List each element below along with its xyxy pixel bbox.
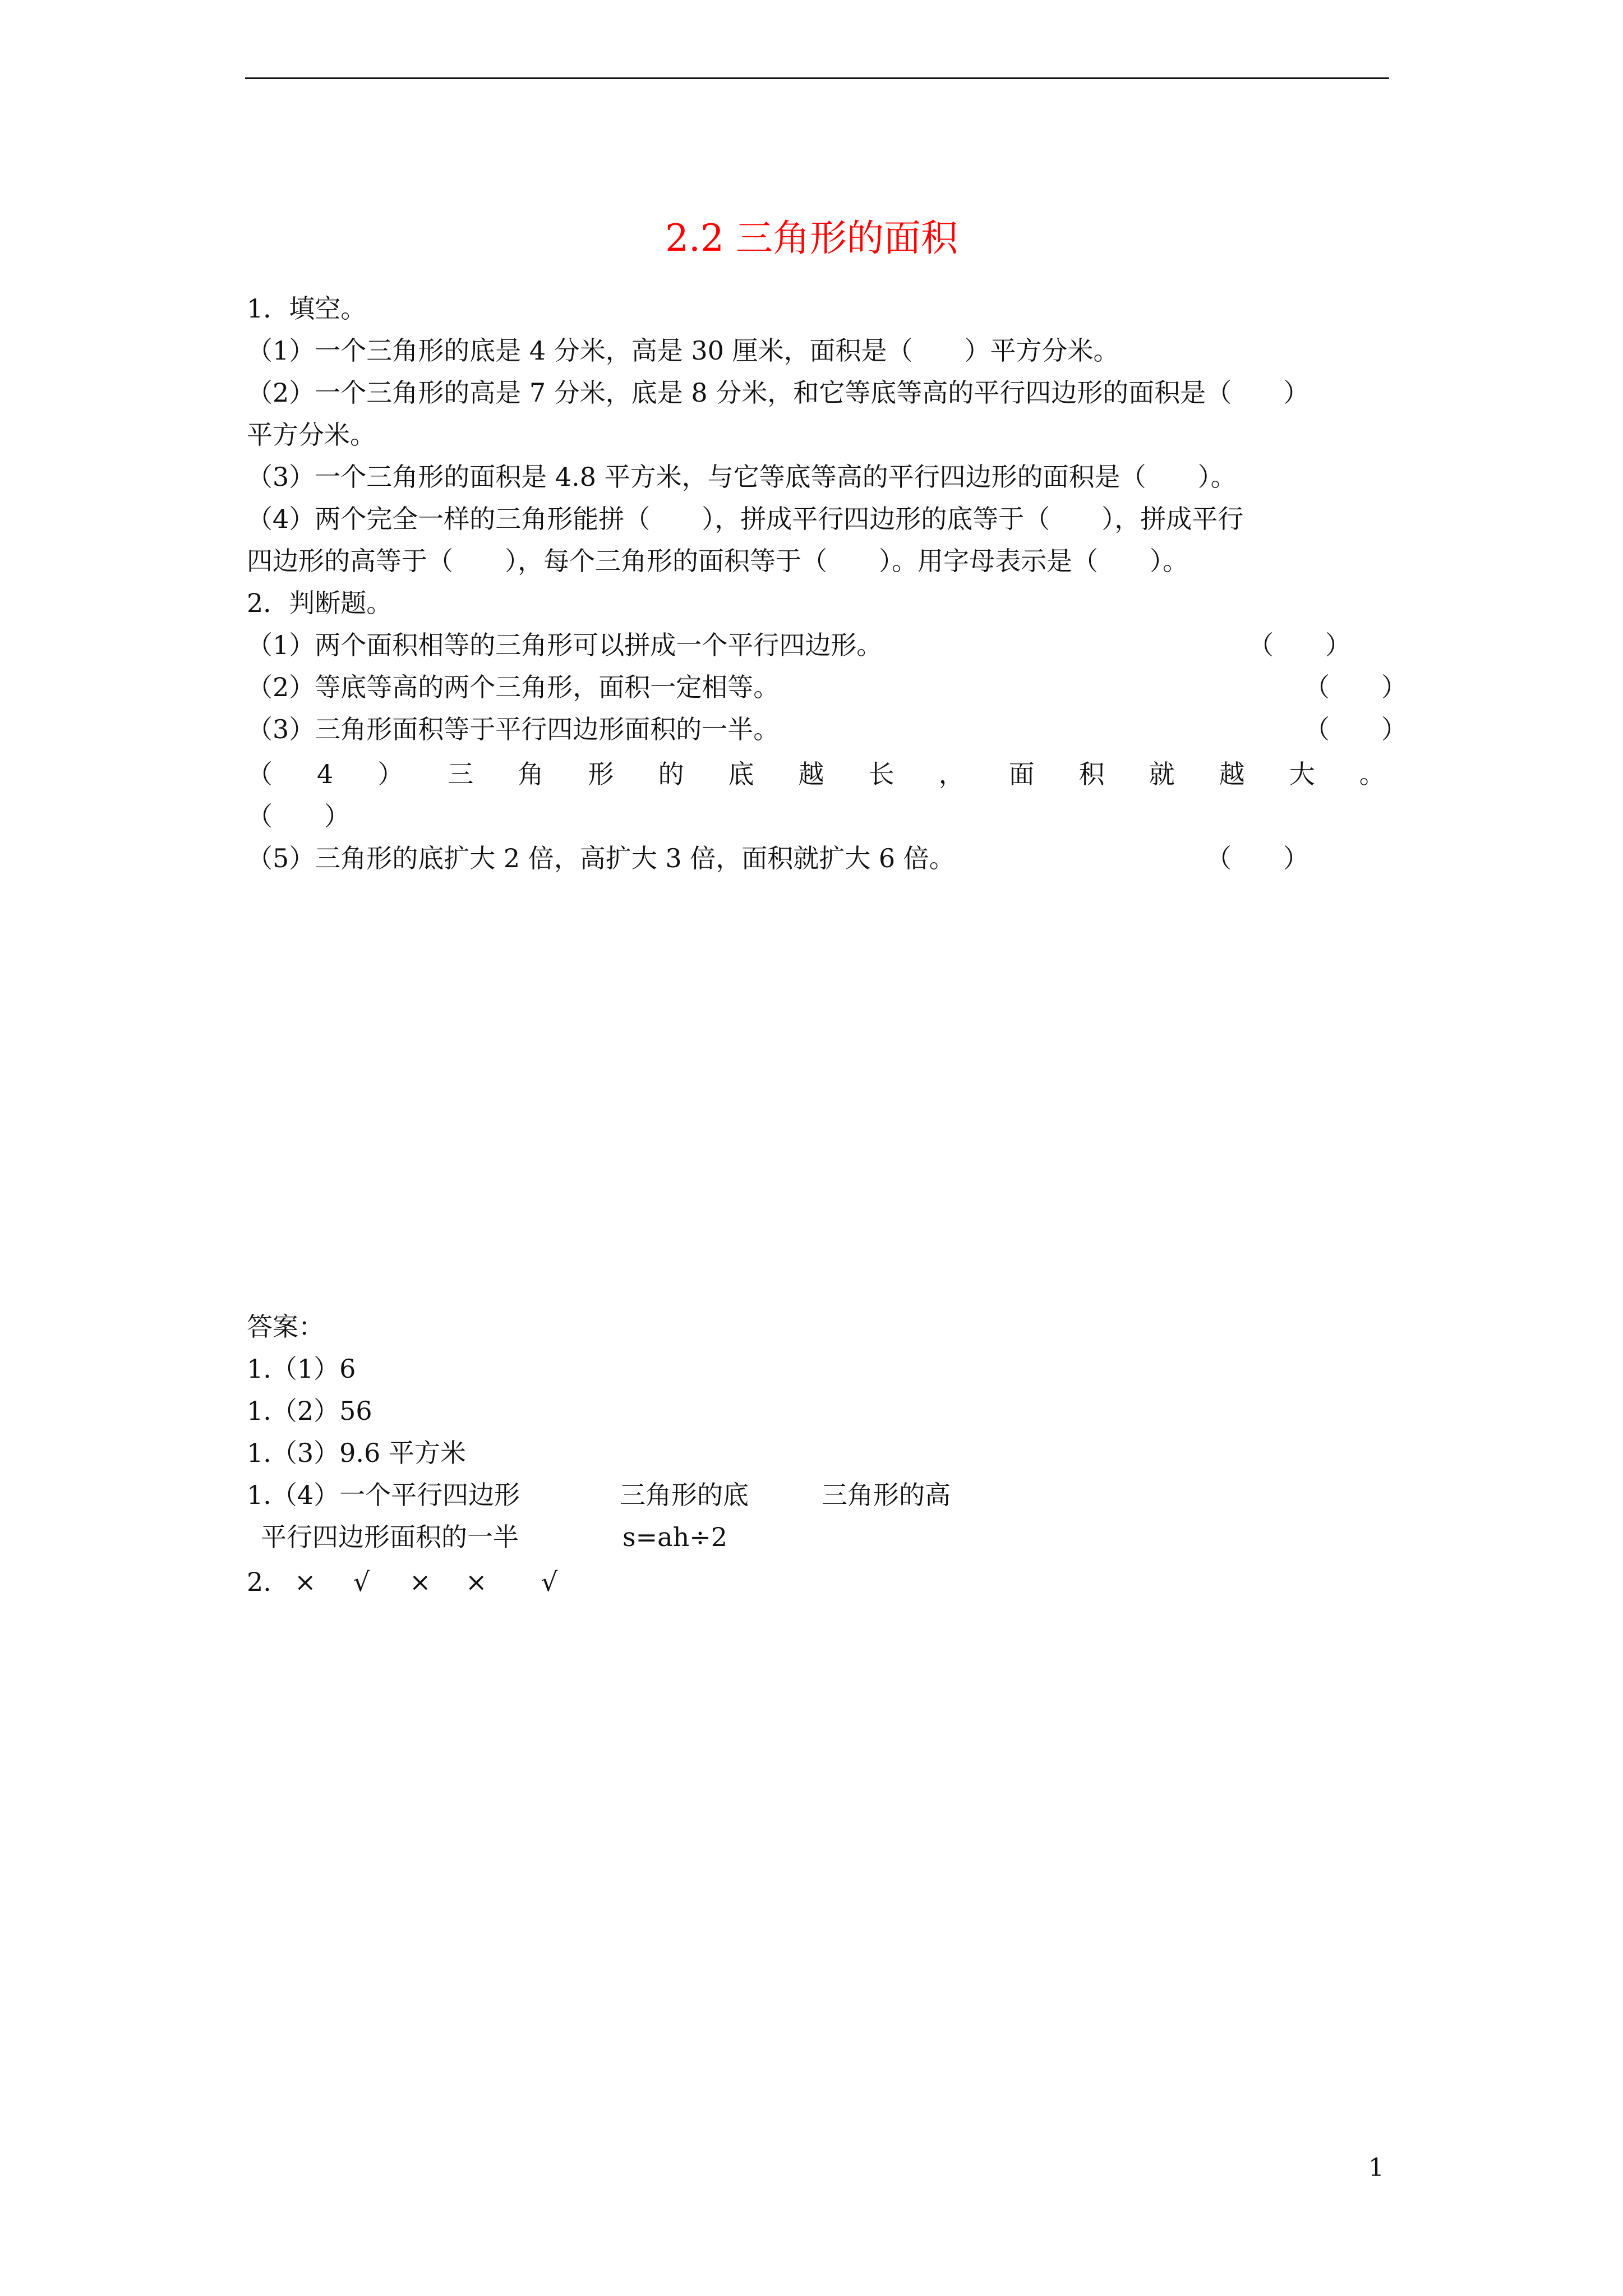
judge-answer-blank-1: （ ） xyxy=(1248,630,1351,660)
answer-1-3: 1.（3）9.6 平方米 xyxy=(247,1438,466,1468)
answer-1-4-part3: 三角形的高 xyxy=(822,1480,951,1510)
fill-question-4-line1: （4）两个完全一样的三角形能拼（ ），拼成平行四边形的底等于（ ），拼成平行 xyxy=(247,504,1244,534)
page-title: 2.2 三角形的面积 xyxy=(665,217,958,260)
page-number: 1 xyxy=(1368,2154,1384,2182)
fill-question-1: （1）一个三角形的底是 4 分米，高是 30 厘米，面积是（ ）平方分米。 xyxy=(247,335,1119,366)
answer-1-4-part2: 三角形的底 xyxy=(620,1480,749,1510)
judge-q4-char: （ xyxy=(247,759,273,789)
answer-1-1: 1.（1）6 xyxy=(247,1354,356,1384)
fill-question-2-line2: 平方分米。 xyxy=(247,420,376,450)
answer-1-2: 1.（2）56 xyxy=(247,1396,372,1426)
answer-2-mark: × xyxy=(409,1567,431,1597)
judge-answer-blank-4: （ ） xyxy=(247,801,350,831)
judge-question-3: （3）三角形面积等于平行四边形面积的一半。 xyxy=(247,714,780,744)
section2-heading: 2．判断题。 xyxy=(247,588,393,618)
header-rule xyxy=(245,77,1389,79)
judge-answer-blank-2: （ ） xyxy=(1304,672,1407,702)
judge-q4-char: 角 xyxy=(518,759,544,789)
judge-q4-char: 就 xyxy=(1149,759,1175,789)
judge-question-1: （1）两个面积相等的三角形可以拼成一个平行四边形。 xyxy=(247,630,883,660)
judge-q4-char: 形 xyxy=(588,759,614,789)
answer-2-mark: × xyxy=(294,1567,316,1597)
judge-q4-char: 底 xyxy=(728,759,754,789)
answer-2-mark: × xyxy=(465,1567,487,1597)
judge-answer-blank-5: （ ） xyxy=(1206,843,1309,873)
judge-q4-char: 。 xyxy=(1359,759,1385,789)
judge-q4-char: ， xyxy=(938,759,965,789)
answer-1-4-part5: s=ah÷2 xyxy=(623,1522,728,1552)
fill-question-3: （3）一个三角形的面积是 4.8 平方米，与它等底等高的平行四边形的面积是（ ）。 xyxy=(247,462,1237,492)
judge-q4-char: 越 xyxy=(1219,759,1245,789)
judge-question-4 xyxy=(247,754,1385,794)
answer-1-4-part4: 平行四边形面积的一半 xyxy=(261,1522,519,1552)
judge-q4-char: 积 xyxy=(1078,759,1105,789)
section1-heading: 1．填空。 xyxy=(247,293,367,324)
judge-answer-blank-3: （ ） xyxy=(1304,714,1407,744)
judge-question-2: （2）等底等高的两个三角形，面积一定相等。 xyxy=(247,672,780,702)
fill-question-4-line2: 四边形的高等于（ ），每个三角形的面积等于（ ）。用字母表示是（ ）。 xyxy=(247,546,1188,576)
answers-heading: 答案： xyxy=(247,1312,324,1342)
judge-q4-char: 面 xyxy=(1008,759,1035,789)
judge-q4-char: 的 xyxy=(658,759,684,789)
judge-q4-char: 大 xyxy=(1289,759,1315,789)
fill-question-2-line1: （2）一个三角形的高是 7 分米，底是 8 分米，和它等底等高的平行四边形的面积是（ ） xyxy=(247,378,1310,408)
judge-q4-char: ） xyxy=(377,759,404,789)
judge-question-5: （5）三角形的底扩大 2 倍，高扩大 3 倍，面积就扩大 6 倍。 xyxy=(247,843,955,873)
judge-q4-char: 三 xyxy=(448,759,474,789)
answer-2-mark: √ xyxy=(353,1567,370,1597)
answer-2-mark: √ xyxy=(541,1567,558,1597)
judge-q4-char: 长 xyxy=(868,759,895,789)
answer-1-4-part1: 1.（4）一个平行四边形 xyxy=(247,1480,520,1510)
answer-2-label: 2. xyxy=(247,1567,271,1597)
judge-q4-char: 4 xyxy=(317,759,334,789)
judge-q4-char: 越 xyxy=(798,759,824,789)
